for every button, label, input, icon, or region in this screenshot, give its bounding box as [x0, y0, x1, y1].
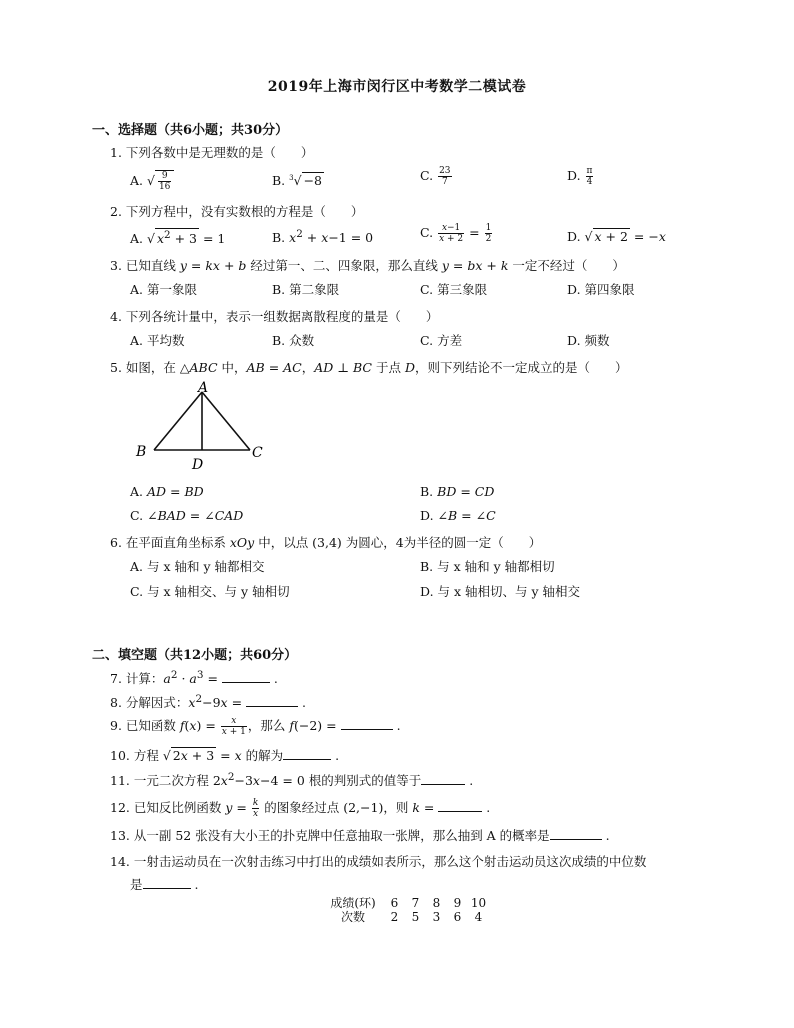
q6-option-a: A. 与 x 轴和 y 轴都相交	[130, 559, 265, 574]
label-d: D	[192, 457, 204, 472]
table-cell: 3	[432, 910, 441, 924]
q6-option-c: C. 与 x 轴相交、与 y 轴相切	[130, 584, 290, 599]
q4-option-b: B. 众数	[272, 333, 315, 348]
q3-option-a: A. 第一象限	[130, 282, 197, 297]
q1-option-d: D. $\frac{\pi}{4}$	[567, 166, 593, 187]
page-title: 2019年上海市闵行区中考数学二模试卷	[267, 79, 527, 95]
table-cell: 6	[390, 896, 399, 910]
table-cell: 4	[474, 910, 483, 924]
table-header-count: 次数	[340, 910, 365, 924]
table-row-scores	[322, 896, 489, 910]
score-table	[322, 896, 489, 924]
q2-option-b: B. $x^2 + x-1 = 0$	[272, 228, 374, 246]
q2-option-c: C. $\frac{x-1}{x + 2}$ = $\frac{1}{2}$	[420, 223, 492, 244]
q2-option-a: A. √ $x^2 + 3 = 1$	[130, 229, 226, 247]
q3-option-c: C. 第三象限	[420, 282, 488, 297]
q3-option-d: D. 第四象限	[567, 282, 635, 297]
q5-option-a: A. AD = BD	[130, 484, 204, 499]
side-ac	[202, 392, 250, 450]
q3-option-b: B. 第二象限	[272, 282, 340, 297]
question-5-stem: 5. 如图，在 △ABC 中，AB = AC，AD ⊥ BC 于点 D，则下列结论不一定成立的是（ ）	[110, 360, 628, 375]
table-cell: 6	[453, 910, 462, 924]
q6-option-d: D. 与 x 轴相切、与 y 轴相交	[420, 584, 581, 599]
question-9: 9. 已知函数 f(x) = $\frac{x}{x + 1}$ ，那么 f(−2) = .	[110, 716, 401, 737]
table-header-score: 成绩(环)	[330, 896, 376, 910]
question-4-stem: 4. 下列各统计量中，表示一组数据离散程度的量是（ ）	[110, 309, 439, 324]
question-6-stem: 6. 在平面直角坐标系 xOy 中，以点 (3,4) 为圆心，4为半径的圆一定（ ）	[110, 535, 542, 550]
q2-option-d: D. √ x + 2 = −x	[567, 229, 666, 244]
question-1-stem: 1. 下列各数中是无理数的是（ ）	[110, 145, 314, 160]
table-cell: 2	[390, 910, 399, 924]
question-14-line2: 是 .	[130, 877, 199, 892]
table-cell: 9	[453, 896, 462, 910]
section-heading-fill: 二、填空题（共12小题；共60分）	[92, 648, 298, 663]
q1-option-b: B. $^3$√ −8	[272, 173, 323, 188]
table-cell: 7	[411, 896, 420, 910]
question-12: 12. 已知反比例函数 y = $\frac{k}{x}$ 的图象经过点 (2,−1)，则 k = .	[110, 798, 491, 819]
q4-option-d: D. 频数	[567, 333, 610, 348]
question-14-line1: 14. 一射击运动员在一次射击练习中打出的成绩如表所示，那么这个射击运动员这次成绩的中位数	[110, 854, 647, 869]
label-c: C	[252, 445, 263, 461]
question-8: 8. 分解因式：$x^2-9x$ = .	[110, 693, 306, 711]
table-cell: 8	[432, 896, 441, 910]
question-13: 13. 从一副 52 张没有大小王的扑克牌中任意抽取一张牌，那么抽到 A 的概率是 .	[110, 828, 610, 843]
q5-option-b: B. BD = CD	[420, 484, 495, 499]
q1-option-a: A. √ $\frac{9}{16}$	[130, 170, 174, 192]
q4-option-c: C. 方差	[420, 333, 463, 348]
label-a: A	[198, 380, 209, 396]
question-2-stem: 2. 下列方程中，没有实数根的方程是（ ）	[110, 204, 364, 219]
q5-option-d: D. ∠B = ∠C	[420, 508, 496, 523]
q4-option-a: A. 平均数	[130, 333, 185, 348]
side-ab	[154, 392, 202, 450]
question-3-stem: 3. 已知直线 y = kx + b 经过第一、二、四象限，那么直线 y = bx + k 一定不经过（ ）	[110, 258, 625, 273]
q6-option-b: B. 与 x 轴和 y 轴都相切	[420, 559, 555, 574]
table-cell: 10	[470, 896, 487, 910]
question-11: 11. 一元二次方程 $2x^2-3x-4 = 0$ 根的判别式的值等于 .	[110, 771, 474, 789]
section-heading-choice: 一、选择题（共6小题；共30分）	[92, 123, 289, 138]
q5-option-c: C. ∠BAD = ∠CAD	[130, 508, 244, 523]
q1-option-c: C. $\frac{23}{7}$	[420, 166, 451, 187]
triangle-figure	[132, 380, 272, 472]
label-b: B	[136, 444, 147, 460]
question-10: 10. 方程 √ 2x + 3 = x 的解为 .	[110, 748, 340, 763]
table-cell: 5	[411, 910, 420, 924]
question-7: 7. 计算：$a^2 \cdot a^3$ = .	[110, 669, 278, 687]
table-row-counts	[322, 910, 489, 924]
